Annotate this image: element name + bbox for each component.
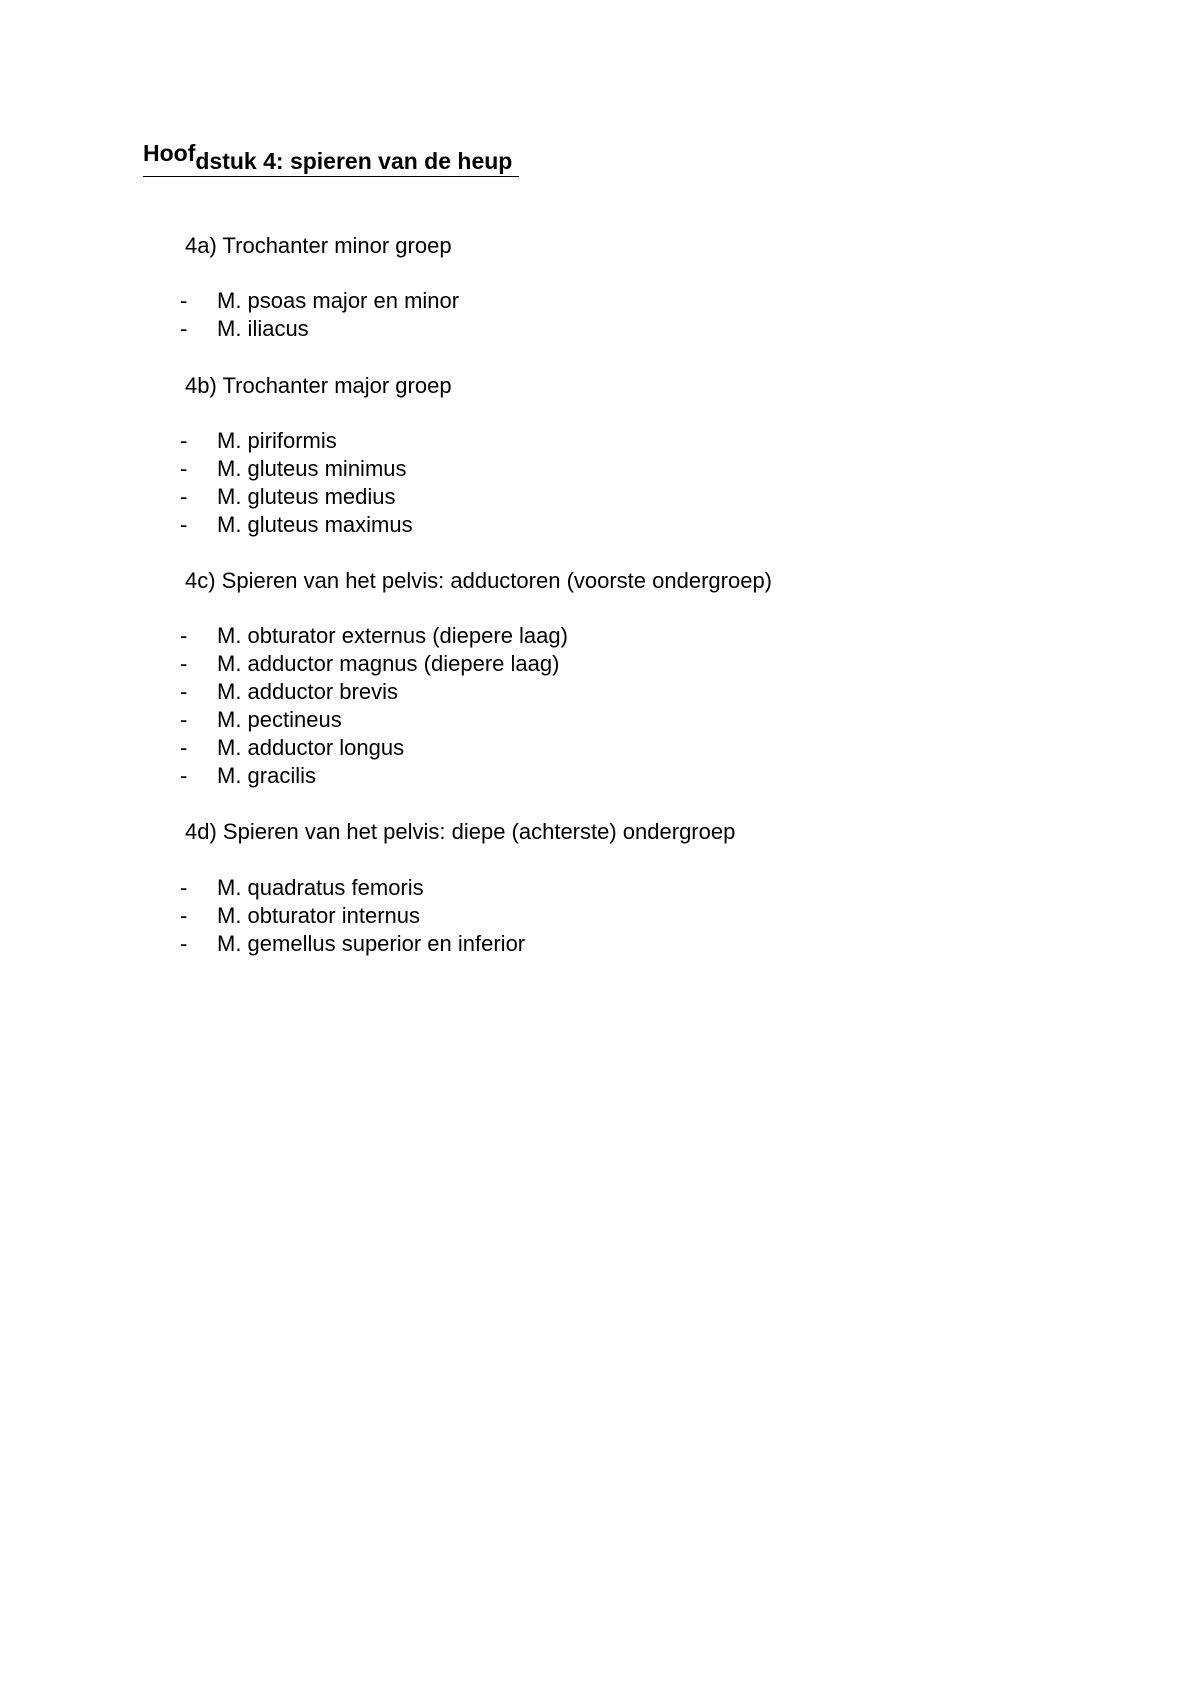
list-item-text: M. quadratus femoris: [217, 875, 424, 900]
list-item-text: M. obturator internus: [217, 903, 420, 928]
bullet-dash: -: [180, 903, 188, 928]
list-item-text: M. gluteus medius: [217, 484, 396, 509]
bullet-dash: -: [180, 707, 188, 732]
bullet-dash: -: [180, 735, 188, 760]
list-item-text: M. psoas major en minor: [217, 288, 460, 313]
list-item-text: M. iliacus: [217, 316, 309, 341]
list-item-text: M. gracilis: [217, 763, 317, 788]
bullet-dash: -: [180, 679, 188, 704]
list-item-text: M. gemellus superior en inferior: [217, 931, 526, 956]
list-item-text: M. gluteus minimus: [217, 456, 407, 481]
bullet-dash: -: [180, 316, 188, 341]
page-title-part-2: dstuk 4: spieren van de heup: [195, 148, 519, 174]
page-title: [143, 140, 519, 177]
bullet-dash: -: [180, 623, 188, 648]
section-heading: 4c) Spieren van het pelvis: adductoren (voorste ondergroep): [185, 568, 773, 593]
page-title-part-1: Hoof: [143, 140, 196, 166]
section-heading: 4b) Trochanter major groep: [185, 373, 452, 398]
list-item-text: M. obturator externus (diepere laag): [217, 623, 568, 648]
bullet-dash: -: [180, 484, 188, 509]
bullet-dash: -: [180, 512, 188, 537]
list-item-text: M. adductor longus: [217, 735, 405, 760]
list-item-text: M. gluteus maximus: [217, 512, 413, 537]
bullet-dash: -: [180, 931, 188, 956]
section-heading: 4a) Trochanter minor groep: [185, 233, 452, 258]
bullet-dash: -: [180, 763, 188, 788]
list-item-text: M. adductor brevis: [217, 679, 398, 704]
bullet-dash: -: [180, 288, 188, 313]
list-item-text: M. pectineus: [217, 707, 342, 732]
bullet-dash: -: [180, 651, 188, 676]
bullet-dash: -: [180, 456, 188, 481]
list-item-text: M. adductor magnus (diepere laag): [217, 651, 560, 676]
bullet-dash: -: [180, 428, 188, 453]
section-heading: 4d) Spieren van het pelvis: diepe (achterste) ondergroep: [185, 819, 736, 844]
list-item-text: M. piriformis: [217, 428, 337, 453]
bullet-dash: -: [180, 875, 188, 900]
